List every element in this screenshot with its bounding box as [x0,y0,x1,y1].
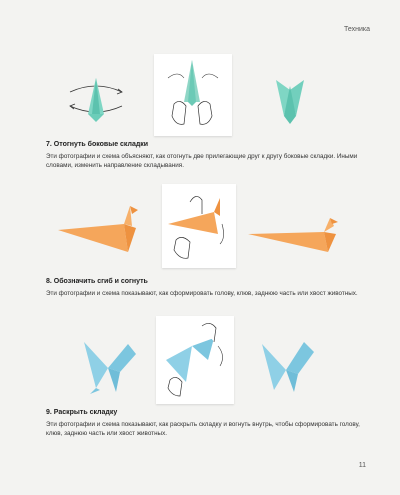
step-8-images [0,180,400,272]
step-9-description: Эти фотографии и схема показывают, как раскрыть складку и вогнуть внутрь, чтобы сформировать голову, клюв, заднюю часть или хвост животных. [46,421,360,437]
step-7-description: Эти фотографии и схема объясняют, как отогнуть две прилегающие друг к другу боковые складки. Иными словами, изменить направление складывания. [46,153,358,169]
step-9-title: 9. Раскрыть складку [46,409,118,416]
step-7-title: 7. Отогнуть боковые складки [46,141,149,148]
header-section-label: Техника [343,26,370,33]
step-9-photo-right [256,336,322,396]
step-7-photo-right [270,76,310,128]
step-8-title: 8. Обозначить сгиб и согнуть [46,278,148,285]
step-7-images [0,50,400,140]
step-7-photo-left [64,70,128,130]
step-9-sketch [156,316,234,404]
step-8-photo-right [248,210,340,260]
step-8-sketch [162,184,236,268]
step-7-sketch [154,54,232,136]
step-9-photo-left [76,332,142,396]
step-8-description: Эти фотографии и схема показывают, как сформировать голову, клюв, заднюю часть или хвост животных. [46,290,358,297]
step-8-photo-left [58,202,144,260]
hand-sketch-icon [172,101,186,124]
page-number: 11 [358,462,366,469]
step-9-images [0,314,400,408]
